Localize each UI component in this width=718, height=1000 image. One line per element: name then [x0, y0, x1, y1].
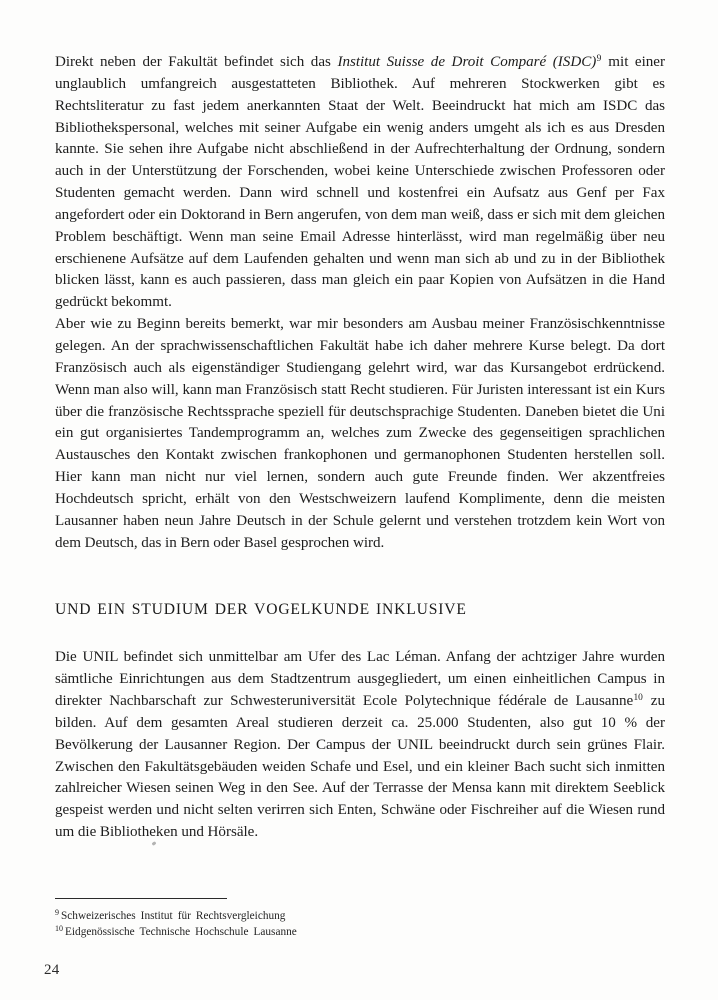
page-text-column — [55, 52, 665, 844]
heading-spacer — [55, 620, 665, 647]
page-number: 24 — [44, 962, 60, 978]
footnote-item-10-text: Eidgenössische Technische Hochschule Lausanne — [65, 926, 297, 938]
footnote-marker-9: 9 — [596, 53, 602, 64]
footnote-item-9-text: Schweizerisches Institut für Rechtsvergleichung — [61, 910, 286, 922]
paragraph-unil-campus — [55, 647, 665, 844]
footnote-marker-10: 10 — [633, 692, 643, 703]
institute-name-italic: Institut Suisse de Droit Comparé (ISDC) — [337, 54, 597, 70]
footnote-item-10-marker: 10 — [55, 924, 63, 933]
footnote-item-9-marker: 9 — [55, 908, 59, 917]
paragraph-isdc-text-rest: mit einer unglaublich umfangreich ausgestatteten Bibliothek. Auf mehreren Stockwerken gibt es Rechtsliteratur zu fast jedem anerkannten Staat der Welt. Beeindruckt hat mich am ISDC das Bibliothekspersonal, welches mit seiner Aufgabe ein wenig anders umgeht als ich es aus Dresden kannte. Sie sehen ihre Aufgabe nicht abschließend in der Aufrechterhaltung der Ordnung, sondern auch in der Unterstützung der Forschenden, wobei keine Unterschiede zwischen Professoren oder Studenten gemacht werden. Dann wird schnell und kostenfrei ein Aufsatz aus Genf per Fax angefordert oder ein Doktorand in Bern angerufen, von dem man weiß, dass er sich mit dem gleichen Problem beschäftigt. Wenn man seine Email Adresse hinterlässt, wird man regelmäßig über neu erschienene Aufsätze auf dem Laufenden gehalten und wenn man sich ab und zu in der Bibliothek blicken lässt, kann es auch passieren, dass man gleich ein paar Kopien von Aufsätzen in die Hand gedrückt bekommt. — [55, 54, 665, 311]
footnote-item-10 — [55, 924, 455, 940]
paragraph-franzoesischkenntnisse: Aber wie zu Beginn bereits bemerkt, war mir besonders am Ausbau meiner Französischkenntnisse gelegen. An der sprachwissenschaftlichen Fakultät habe ich daher mehrere Kurse belegt. Da dort Französisch auch als eigenständiger Studiengang gelehrt wird, war das Kursangebot erdrückend. Wenn man also will, kann man Französisch statt Recht studieren. Für Juristen interessant ist ein Kurs über die französische Rechtssprache speziell für deutschsprachige Studenten. Daneben bietet die Uni ein gut organisiertes Tandemprogramm an, welches zum Zwecke des gegenseitigen sprachlichen Austausches den Kontakt zwischen frankophonen und germanophonen Studenten herstellen soll. Hier kann man nicht nur viel lernen, sondern auch gute Freunde finden. Wer akzentfreies Hochdeutsch spricht, erhält von den Westschweizern laufend Komplimente, denn die meisten Lausanner haben neun Jahre Deutsch in der Schule gelernt und verstehen trotzdem kein Wort von dem Deutsch, das in Bern oder Basel gesprochen wird. — [55, 316, 665, 551]
paragraph-unil-text-start: Die UNIL befindet sich unmittelbar am Ufer des Lac Léman. Anfang der achtziger Jahre wurden sämtliche Einrichtungen aus dem Stadtzentrum ausgegliedert, um einen einheitlichen Campus in direkter Nachbarschaft zur Schwesteruniversität Ecole Polytechnique fédérale de Lausanne — [55, 649, 665, 710]
footnote-item-9 — [55, 908, 455, 924]
section-heading-vogelkunde: UND EIN STUDIUM DER VOGELKUNDE INKLUSIVE — [55, 601, 467, 619]
paragraph-isdc-text-start: Direkt neben der Fakultät befindet sich das — [55, 54, 338, 70]
footnote-separator-rule — [55, 898, 227, 899]
section-spacer — [55, 554, 665, 600]
footnote-block — [55, 898, 455, 940]
paragraph-isdc — [55, 52, 665, 314]
paragraph-unil-text-rest: zu bilden. Auf dem gesamten Areal studieren derzeit ca. 25.000 Studenten, also gut 10 % der Bevölkerung der Lausanner Region. Der Campus der UNIL beeindruckt durch sein grünes Flair. Zwischen den Fakultätsgebäuden weiden Schafe und Esel, und ein kleiner Bach sucht sich inmitten zahlreicher Wiesen seinen Weg in den See. Auf der Terrasse der Mensa kann mit direktem Seeblick gespeist werden und nicht selten verirren sich Enten, Schwäne oder Fischreiher auf die Wiesen rund um die Bibliotheken und Hörsäle. — [55, 693, 665, 841]
